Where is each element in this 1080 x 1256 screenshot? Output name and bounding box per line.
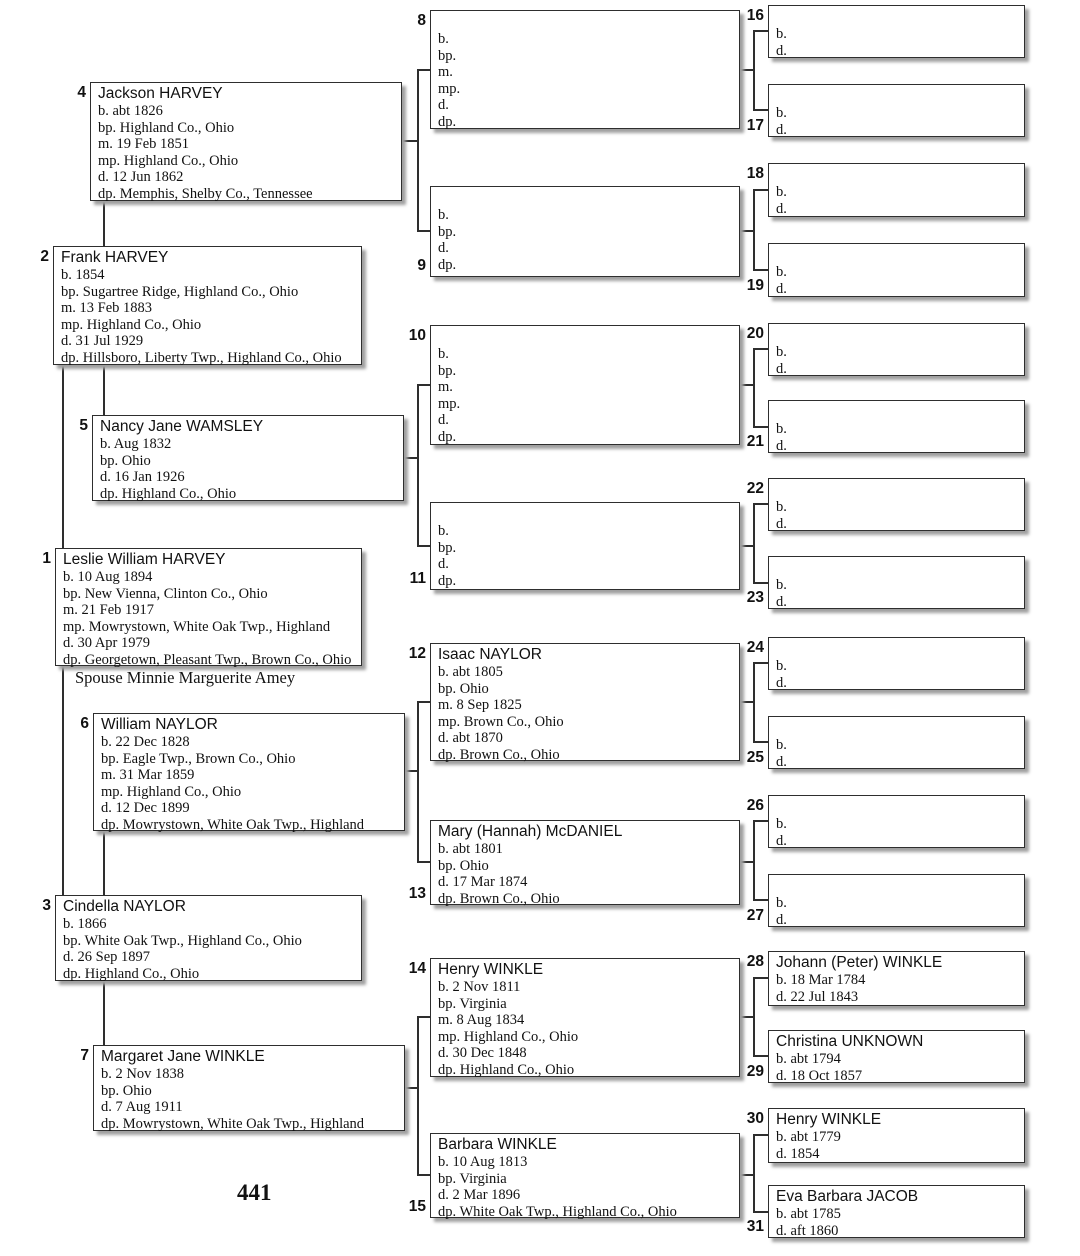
person-details [776, 184, 1020, 217]
person-number: 29 [746, 1063, 764, 1080]
person-box-13 [430, 820, 740, 905]
detail-line: dp. Mowrystown, White Oak Twp., Highland [101, 816, 365, 833]
person-name: Cindella NAYLOR [63, 898, 186, 915]
person-box-20 [768, 323, 1025, 376]
connector-line [417, 384, 430, 386]
detail-line: m. 8 Sep 1825 [438, 697, 522, 713]
detail-line: d. 22 Jul 1843 [776, 988, 859, 1005]
detail-line: dp. Highland Co., Ohio [63, 965, 200, 982]
detail-line: d. [776, 437, 787, 454]
connector-line [103, 363, 105, 416]
person-details [438, 841, 735, 907]
connector-line [417, 545, 430, 547]
detail-line: b. 1854 [61, 267, 105, 283]
detail-line: d. [438, 556, 449, 572]
detail-line: b. [776, 895, 787, 911]
person-name: Henry WINKLE [438, 961, 544, 978]
detail-line: bp. Ohio [100, 452, 151, 469]
person-name [438, 189, 735, 207]
connector-line [417, 861, 430, 863]
detail-line: d. 1854 [776, 1145, 820, 1162]
connector-line [753, 820, 768, 822]
detail-line: b. [776, 421, 787, 437]
person-box-25 [768, 716, 1025, 769]
connector-line [753, 582, 768, 584]
detail-line: b. 2 Nov 1811 [438, 979, 521, 995]
connector-line [753, 30, 768, 32]
person-details [776, 1206, 1020, 1239]
detail-line: d. 30 Dec 1848 [438, 1045, 527, 1061]
connector-line [103, 827, 105, 896]
detail-line: b. [776, 816, 787, 832]
person-number: 8 [417, 12, 426, 29]
connector-line [753, 662, 755, 743]
connector-line [753, 1055, 768, 1057]
detail-line: d. 16 Jan 1926 [100, 469, 185, 485]
detail-line: b. 18 Mar 1784 [776, 972, 866, 988]
person-number: 10 [408, 327, 426, 344]
detail-line: bp. Virginia [438, 995, 507, 1012]
connector-line [753, 189, 768, 191]
connector-line [417, 701, 419, 863]
detail-line: mp. Brown Co., Ohio [438, 713, 564, 730]
person-name: Henry WINKLE [776, 1111, 882, 1128]
person-number: 16 [746, 7, 764, 24]
connector-line [417, 1016, 419, 1176]
person-number: 17 [746, 117, 764, 134]
person-number: 3 [42, 897, 51, 914]
person-details [776, 105, 1020, 138]
person-box-16 [768, 5, 1025, 58]
detail-line: dp. Highland Co., Ohio [100, 485, 237, 502]
connector-line [753, 30, 755, 111]
person-details [61, 267, 357, 366]
person-details [776, 421, 1020, 454]
detail-line: m. 8 Aug 1834 [438, 1012, 525, 1028]
detail-line: d. [438, 240, 449, 256]
person-number: 11 [409, 570, 426, 587]
detail-line: d. [776, 200, 787, 217]
person-name [438, 505, 735, 523]
person-details [776, 658, 1020, 691]
detail-line: b. 1866 [63, 916, 107, 932]
detail-line: mp. Highland Co., Ohio [101, 783, 242, 800]
detail-line: b. [438, 346, 449, 362]
person-number: 12 [408, 645, 426, 662]
person-number: 6 [80, 715, 89, 732]
detail-line: dp. [438, 572, 457, 589]
person-name: Frank HARVEY [61, 249, 169, 266]
connector-line [753, 503, 768, 505]
detail-line: d. [776, 360, 787, 377]
person-name: William NAYLOR [101, 716, 218, 733]
detail-line: dp. Brown Co., Ohio [438, 890, 560, 907]
person-name: Mary (Hannah) McDANIEL [438, 823, 623, 840]
person-name [776, 403, 1020, 421]
person-details [776, 344, 1020, 377]
person-name: Isaac NAYLOR [438, 646, 542, 663]
detail-line: dp. Memphis, Shelby Co., Tennessee [98, 185, 313, 202]
person-number: 27 [746, 907, 764, 924]
detail-line: dp. Mowrystown, White Oak Twp., Highland [101, 1115, 365, 1132]
detail-line: d. [438, 412, 449, 428]
connector-line [103, 980, 105, 1046]
person-name [776, 166, 1020, 184]
connector-line [753, 1134, 768, 1136]
person-details [438, 207, 735, 273]
detail-line: b. [776, 499, 787, 515]
person-number: 5 [79, 417, 88, 434]
person-box-7 [93, 1045, 405, 1131]
connector-line [417, 384, 419, 547]
detail-line: mp. Highland Co., Ohio [438, 1028, 579, 1045]
person-box-3 [55, 895, 362, 981]
person-details [98, 103, 397, 202]
connector-line [753, 426, 768, 428]
detail-line: mp. Mowrystown, White Oak Twp., Highland [63, 618, 331, 635]
detail-line: d. 12 Jun 1862 [98, 169, 184, 185]
connector-line [753, 977, 768, 979]
detail-line: b. abt 1805 [438, 664, 503, 680]
detail-line: m. 21 Feb 1917 [63, 602, 155, 618]
detail-line: d. 7 Aug 1911 [101, 1099, 183, 1115]
detail-line: bp. [438, 47, 457, 64]
person-details [101, 734, 400, 833]
person-box-12 [430, 643, 740, 761]
detail-line: dp. [438, 428, 457, 445]
person-name [438, 13, 735, 31]
detail-line: d. 12 Dec 1899 [101, 800, 190, 816]
person-box-27 [768, 874, 1025, 927]
person-name [776, 559, 1020, 577]
connector-line [417, 701, 430, 703]
person-details [438, 664, 735, 763]
person-details [438, 523, 735, 589]
spouse-note: Spouse Minnie Marguerite Amey [75, 668, 296, 687]
connector-line [753, 348, 768, 350]
person-details [438, 31, 735, 130]
detail-line: d. [776, 753, 787, 770]
person-name: Barbara WINKLE [438, 1136, 557, 1153]
detail-line: dp. Georgetown, Pleasant Twp., Brown Co., Ohio [63, 651, 352, 668]
person-box-30 [768, 1108, 1025, 1163]
detail-line: d. 31 Jul 1929 [61, 333, 144, 349]
connector-line [753, 503, 755, 584]
detail-line: b. 10 Aug 1813 [438, 1154, 528, 1170]
detail-line: d. [776, 121, 787, 138]
person-box-14 [430, 958, 740, 1077]
detail-line: b. Aug 1832 [100, 436, 172, 452]
person-name: Eva Barbara JACOB [776, 1188, 919, 1205]
detail-line: b. 22 Dec 1828 [101, 734, 190, 750]
person-name [776, 640, 1020, 658]
connector-line [62, 363, 64, 549]
person-box-10 [430, 325, 740, 445]
detail-line: d. [776, 42, 787, 59]
person-name: Johann (Peter) WINKLE [776, 954, 943, 971]
connector-line [753, 348, 755, 428]
person-details [100, 436, 399, 502]
connector-line [753, 977, 755, 1057]
person-name [776, 8, 1020, 26]
connector-line [753, 741, 768, 743]
connector-line [753, 1134, 755, 1213]
person-details [776, 264, 1020, 297]
person-details [776, 499, 1020, 532]
person-name [438, 328, 735, 346]
person-box-9 [430, 186, 740, 277]
detail-line: b. [438, 523, 449, 539]
person-number: 28 [746, 953, 764, 970]
detail-line: bp. Virginia [438, 1170, 507, 1187]
person-details [776, 1051, 1020, 1084]
person-number: 1 [42, 550, 51, 567]
detail-line: b. abt 1785 [776, 1206, 841, 1222]
connector-line [417, 1174, 430, 1176]
detail-line: b. [438, 31, 449, 47]
person-box-11 [430, 502, 740, 590]
person-details [438, 979, 735, 1078]
person-number: 15 [408, 1198, 426, 1215]
detail-line: d. [776, 515, 787, 532]
connector-line [62, 663, 64, 896]
detail-line: b. abt 1779 [776, 1129, 841, 1145]
person-number: 13 [408, 885, 426, 902]
person-number: 7 [80, 1047, 89, 1064]
person-details [776, 1129, 1020, 1162]
detail-line: b. [438, 207, 449, 223]
person-box-15 [430, 1133, 740, 1218]
detail-line: b. [776, 658, 787, 674]
person-box-29 [768, 1030, 1025, 1083]
connector-line [103, 201, 105, 247]
person-box-17 [768, 84, 1025, 137]
detail-line: bp. Ohio [438, 680, 489, 697]
detail-line: bp. Sugartree Ridge, Highland Co., Ohio [61, 283, 299, 300]
person-name: Nancy Jane WAMSLEY [100, 418, 264, 435]
detail-line: b. [776, 184, 787, 200]
connector-line [417, 69, 419, 232]
person-number: 24 [746, 639, 764, 656]
person-details [776, 577, 1020, 610]
detail-line: b. abt 1794 [776, 1051, 841, 1067]
detail-line: d. 18 Oct 1857 [776, 1067, 863, 1084]
person-name [776, 326, 1020, 344]
detail-line: mp. Highland Co., Ohio [61, 316, 202, 333]
detail-line: bp. White Oak Twp., Highland Co., Ohio [63, 932, 302, 949]
person-name: Margaret Jane WINKLE [101, 1048, 265, 1065]
connector-line [753, 189, 755, 271]
connector-line [753, 899, 768, 901]
person-details [63, 569, 357, 668]
person-details [776, 972, 1020, 1005]
detail-line: bp. New Vienna, Clinton Co., Ohio [63, 585, 268, 602]
detail-line: dp. Hillsboro, Liberty Twp., Highland Co., Ohio [61, 349, 342, 366]
detail-line: b. 10 Aug 1894 [63, 569, 153, 585]
detail-line: d. aft 1860 [776, 1222, 839, 1239]
person-box-1 [55, 548, 362, 666]
person-name [776, 87, 1020, 105]
detail-line: dp. Brown Co., Ohio [438, 746, 560, 763]
detail-line: m. [438, 64, 453, 80]
person-box-2 [53, 246, 362, 365]
person-box-28 [768, 951, 1025, 1006]
detail-line: m. 19 Feb 1851 [98, 136, 190, 152]
person-number: 9 [417, 257, 426, 274]
detail-line: b. [776, 26, 787, 42]
person-box-18 [768, 163, 1025, 217]
detail-line: d. abt 1870 [438, 730, 503, 746]
detail-line: bp. Eagle Twp., Brown Co., Ohio [101, 750, 296, 767]
detail-line: m. 13 Feb 1883 [61, 300, 153, 316]
person-details [63, 916, 357, 982]
detail-line: mp. [438, 395, 461, 412]
person-box-6 [93, 713, 405, 831]
detail-line: b. [776, 577, 787, 593]
page-number: 441 [237, 1180, 272, 1205]
person-number: 2 [40, 248, 49, 265]
detail-line: mp. Highland Co., Ohio [98, 152, 239, 169]
person-number: 14 [408, 960, 426, 977]
detail-line: d. [776, 280, 787, 297]
person-number: 23 [746, 589, 764, 606]
detail-line: d. 30 Apr 1979 [63, 635, 150, 651]
connector-line [753, 269, 768, 271]
person-box-26 [768, 795, 1025, 848]
person-details [776, 26, 1020, 59]
person-box-24 [768, 637, 1025, 690]
detail-line: dp. [438, 113, 457, 130]
person-number: 4 [77, 84, 86, 101]
person-box-21 [768, 400, 1025, 453]
detail-line: bp. [438, 223, 457, 240]
person-number: 26 [746, 797, 764, 814]
detail-line: d. [776, 911, 787, 928]
detail-line: bp. Ohio [101, 1082, 152, 1099]
person-name: Leslie William HARVEY [63, 551, 226, 568]
person-name [776, 246, 1020, 264]
detail-line: b. [776, 344, 787, 360]
connector-line [753, 820, 755, 901]
person-name: Christina UNKNOWN [776, 1033, 924, 1050]
person-box-23 [768, 556, 1025, 609]
person-details [776, 816, 1020, 849]
person-name [776, 719, 1020, 737]
person-details [438, 1154, 735, 1220]
connector-line [417, 69, 430, 71]
detail-line: bp. Highland Co., Ohio [98, 119, 235, 136]
detail-line: b. [776, 737, 787, 753]
detail-line: d. 26 Sep 1897 [63, 949, 150, 965]
person-details [101, 1066, 400, 1132]
person-details [776, 737, 1020, 770]
detail-line: d. [776, 593, 787, 610]
detail-line: b. [776, 264, 787, 280]
person-name [776, 798, 1020, 816]
connector-line [753, 109, 768, 111]
detail-line: d. 2 Mar 1896 [438, 1187, 521, 1203]
person-number: 30 [746, 1110, 764, 1127]
detail-line: b. abt 1826 [98, 103, 163, 119]
person-box-22 [768, 478, 1025, 531]
detail-line: m. [438, 379, 453, 395]
connector-line [417, 1016, 430, 1018]
person-box-19 [768, 243, 1025, 297]
connector-line [753, 1211, 768, 1213]
person-name [776, 481, 1020, 499]
detail-line: dp. White Oak Twp., Highland Co., Ohio [438, 1203, 677, 1220]
detail-line: mp. [438, 80, 461, 97]
detail-line: m. 31 Mar 1859 [101, 767, 195, 783]
detail-line: b. [776, 105, 787, 121]
detail-line: bp. Ohio [438, 857, 489, 874]
person-name [776, 877, 1020, 895]
detail-line: d. [438, 97, 449, 113]
person-box-4 [90, 82, 402, 201]
person-number: 21 [746, 433, 764, 450]
person-number: 25 [746, 749, 764, 766]
person-box-5 [92, 415, 404, 501]
person-box-31 [768, 1185, 1025, 1238]
person-number: 22 [746, 480, 764, 497]
person-details [776, 895, 1020, 928]
connector-line [417, 230, 430, 232]
detail-line: d. [776, 674, 787, 691]
detail-line: bp. [438, 539, 457, 556]
person-number: 19 [746, 277, 764, 294]
person-name: Jackson HARVEY [98, 85, 223, 102]
detail-line: b. abt 1801 [438, 841, 503, 857]
person-details [438, 346, 735, 445]
detail-line: dp. [438, 256, 457, 273]
connector-line [753, 662, 768, 664]
person-box-8 [430, 10, 740, 129]
person-number: 31 [746, 1218, 764, 1235]
detail-line: bp. [438, 362, 457, 379]
detail-line: d. [776, 832, 787, 849]
person-number: 20 [746, 325, 764, 342]
detail-line: dp. Highland Co., Ohio [438, 1061, 575, 1078]
person-number: 18 [746, 165, 764, 182]
detail-line: d. 17 Mar 1874 [438, 874, 528, 890]
detail-line: b. 2 Nov 1838 [101, 1066, 184, 1082]
